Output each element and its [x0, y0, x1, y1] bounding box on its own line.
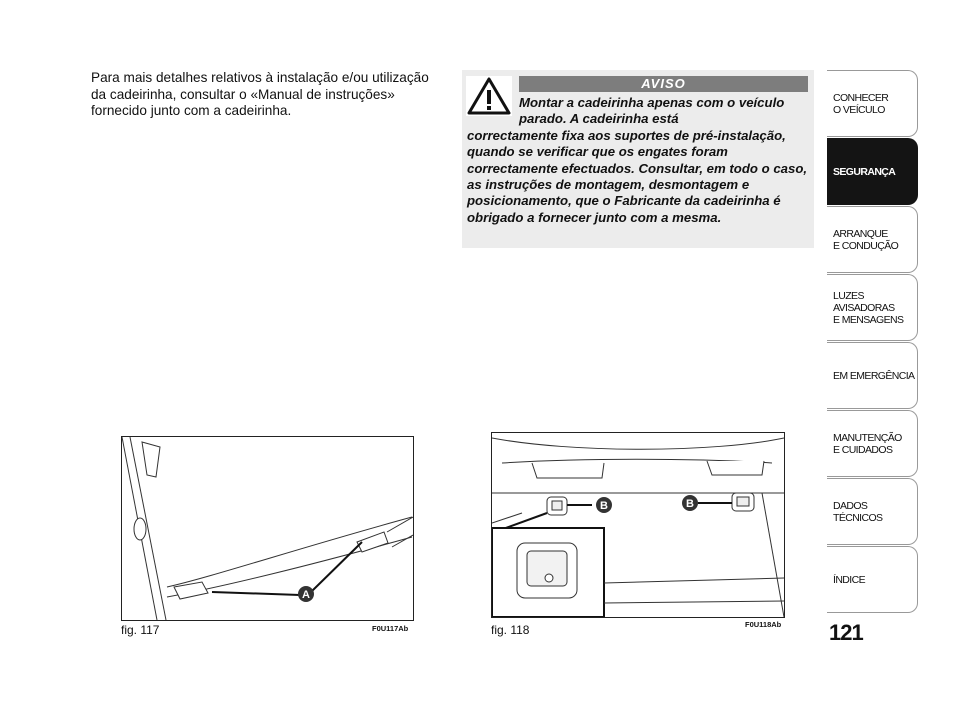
figure-117-drawing [122, 437, 413, 620]
tab-luzes-avisadoras[interactable] [827, 274, 918, 341]
warning-body: correctamente fixa aos suportes de pré-instalação, quando se verificar que os engates foram correctamente efectuados. Consultar, em todo o caso, as instruções de montagem, desmontagem e posicionamento, que o Fabricante da cadeirinha é obrigado a fornecer junto com a mesma. [467, 127, 808, 225]
label-b1-marker: B [600, 500, 608, 512]
tab-arranque-e-conducao[interactable] [827, 206, 918, 273]
fig-118-caption: fig. 118 [491, 623, 530, 637]
tab-dados-tecnicos[interactable] [827, 478, 918, 545]
tab-label: SEGURANÇA [833, 165, 896, 178]
chapter-sidebar [827, 70, 918, 614]
tab-label: MANUTENÇÃO E CUIDADOS [833, 431, 902, 456]
warning-title: AVISO [519, 76, 808, 92]
label-a-marker: A [302, 589, 310, 601]
page-number: 121 [829, 620, 863, 645]
warning-box [462, 70, 814, 248]
tab-indice[interactable] [827, 546, 918, 613]
tab-em-emergencia[interactable] [827, 342, 918, 409]
tab-label: EM EMERGÊNCIA [833, 369, 915, 382]
tab-label: ARRANQUE E CONDUÇÃO [833, 227, 899, 252]
warning-text [467, 95, 809, 226]
tab-seguranca[interactable] [827, 138, 918, 205]
figure-118-drawing [492, 433, 784, 617]
tab-manutencao[interactable] [827, 410, 918, 477]
tab-label: CONHECER O VEÍCULO [833, 91, 889, 116]
tab-label: ÍNDICE [833, 573, 865, 586]
tab-label: DADOS TÉCNICOS [833, 499, 883, 524]
figure-118 [491, 432, 785, 618]
figure-117 [121, 436, 414, 621]
intro-paragraph: Para mais detalhes relativos à instalação e/ou utilização da cadeirinha, consultar o «Manual de instruções» fornecido junto com a cadeirinha. [91, 70, 429, 118]
fig-117-code: F0U117Ab [372, 624, 409, 633]
fig-118-code: F0U118Ab [745, 620, 782, 629]
label-b2-marker: B [686, 498, 694, 510]
tab-label: LUZES AVISADORAS E MENSAGENS [833, 289, 904, 326]
warning-first-line: Montar a cadeirinha apenas com o veículo parado. A cadeirinha está [519, 95, 785, 127]
tab-conhecer-o-veiculo[interactable] [827, 70, 918, 137]
fig-117-caption: fig. 117 [121, 623, 160, 637]
